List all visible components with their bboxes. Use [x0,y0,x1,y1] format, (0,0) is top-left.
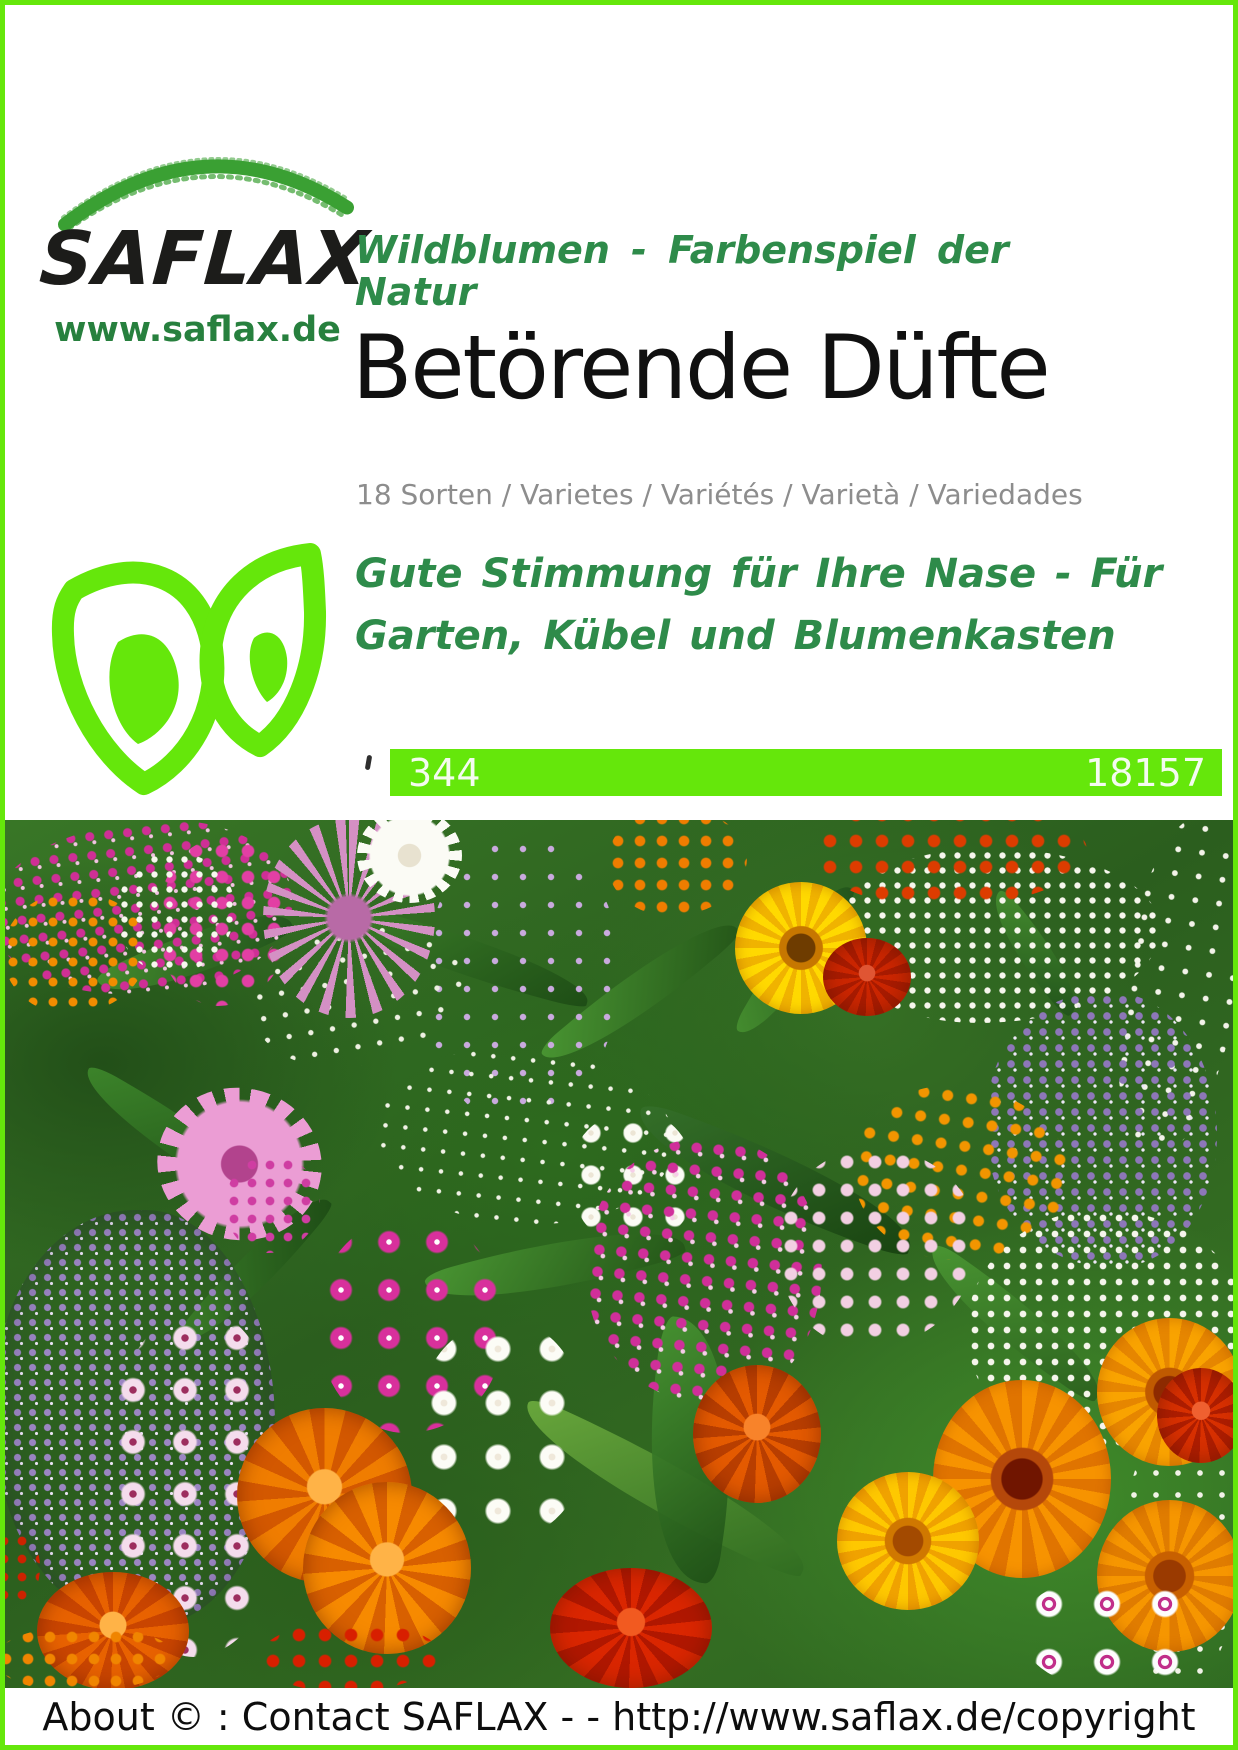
double-leaf-icon [48,538,333,803]
code-left: 344 [408,750,481,795]
category-heading: Wildblumen - Farbenspiel der Natur [355,228,1009,314]
flower-orange-marigold [5,1626,175,1688]
stray-mark [365,755,373,771]
varieties-line: 18 Sorten / Varietes / Variétés / Varietà / Variedades [356,478,1083,511]
flower-red-bloom [823,938,911,1016]
flower-pale-pink-cluster [777,1148,977,1348]
product-title: Betörende Düfte [352,316,1049,419]
flower-orange-marigold [607,820,747,916]
copyright-bar [5,1688,1233,1745]
tagline-line1: Gute Stimmung für Ihre Nase - Für [355,551,1163,597]
flower-yellow-calendula [837,1472,979,1610]
wildflower-photo [5,820,1233,1688]
code-right: 18157 [1085,750,1206,795]
flower-orange-red-marigold [693,1365,821,1503]
flower-ringed-dianthus-cluster [1020,1575,1215,1688]
code-bar [390,749,1222,796]
copyright-text: About © : Contact SAFLAX - - http://www.saflax.de/copyright [42,1694,1196,1739]
flower-red-marigold [550,1568,712,1688]
brand-name: SAFLAX [36,216,372,302]
flower-red-marigold [260,1622,440,1688]
tagline-line2: Garten, Kübel und Blumenkasten [355,613,1116,659]
brand-website: www.saflax.de [54,310,341,350]
